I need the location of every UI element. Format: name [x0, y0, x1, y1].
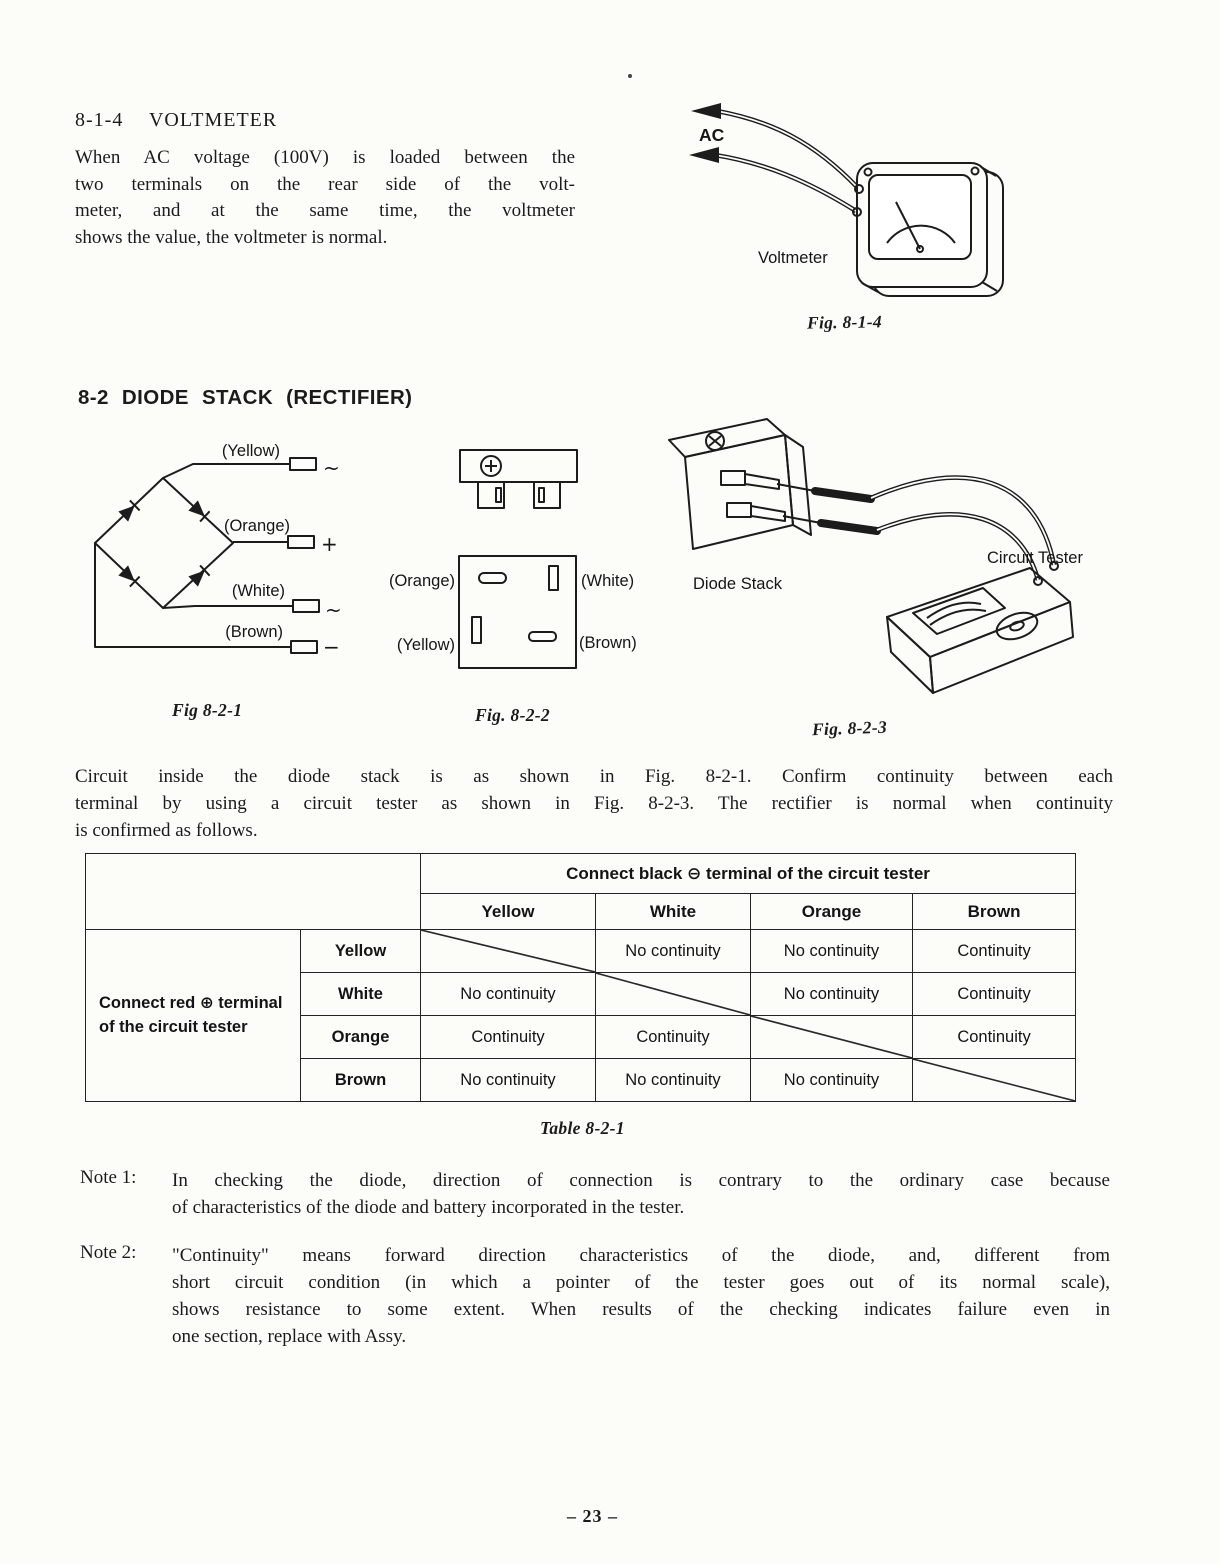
- table-cell: Continuity: [913, 973, 1076, 1016]
- figure-caption: Fig. 8-2-3: [811, 716, 888, 740]
- text-line: is confirmed as follows.: [75, 820, 258, 841]
- socket-face-view: [459, 556, 576, 668]
- text-line: two terminals on the rear side of the volt-: [75, 173, 575, 195]
- table-cell: No continuity: [596, 930, 751, 973]
- continuity-table-wrapper: [85, 853, 1076, 1102]
- figure-tester-setup: [665, 405, 1115, 715]
- diagonal-cell: [421, 930, 596, 973]
- text-line: In checking the diode, direction of connection is contrary to the ordinary case because: [172, 1170, 1110, 1191]
- ac-symbol: ~: [323, 456, 340, 480]
- continuity-table: [85, 853, 1076, 1102]
- terminal-label-white: (White): [231, 582, 285, 600]
- voltmeter-label: Voltmeter: [758, 249, 828, 267]
- table-cell: Continuity: [913, 1016, 1076, 1059]
- table-cell: No continuity: [421, 1059, 596, 1102]
- bridge-circuit-lines: [95, 458, 319, 653]
- diagonal-cell: [596, 973, 751, 1016]
- text-line: "Continuity" means forward direction characteristics of the diode, and, different from: [172, 1245, 1110, 1266]
- table-corner-cell: [86, 854, 421, 930]
- red-terminal-header-line2: of the circuit tester: [99, 1017, 248, 1036]
- table-cell: Continuity: [913, 930, 1076, 973]
- minus-symbol: −: [323, 635, 340, 659]
- circuit-tester-label: Circuit Tester: [987, 549, 1083, 567]
- circuit-tester-drawing: [887, 562, 1073, 693]
- voltmeter-drawing: [853, 163, 1003, 296]
- figure-voltmeter: [675, 85, 1115, 320]
- diagonal-line: [421, 930, 595, 972]
- slot-label-brown: (Brown): [579, 634, 637, 652]
- arrow-left-icon: [691, 103, 721, 119]
- diagonal-line: [751, 1016, 912, 1058]
- figure-caption: Fig. 8-2-2: [475, 705, 550, 725]
- text-line: of characteristics of the diode and battery incorporated in the tester.: [172, 1197, 685, 1218]
- note2-text: [172, 1242, 1110, 1350]
- ac-cables: [689, 103, 858, 211]
- text-line: When AC voltage (100V) is loaded between the: [75, 147, 575, 168]
- row-header-white: White: [301, 973, 421, 1016]
- plug-top-view: [460, 450, 577, 508]
- table-cell: No continuity: [751, 973, 913, 1016]
- note1-text: [172, 1167, 1110, 1221]
- diagonal-line: [913, 1059, 1075, 1101]
- note2-label: Note 2:: [80, 1242, 137, 1263]
- table-caption: Table 8-2-1: [540, 1118, 625, 1138]
- table-cell: Continuity: [421, 1016, 596, 1059]
- diagonal-line: [596, 973, 750, 1015]
- figure-caption: Fig. 8-1-4: [806, 311, 883, 333]
- table-row: [86, 930, 1076, 973]
- column-header-white: White: [596, 894, 751, 930]
- text-line: short circuit condition (in which a pointer of the tester goes out of its normal scale),: [172, 1272, 1110, 1293]
- ink-speck: [628, 74, 632, 78]
- diode-stack-drawing: [669, 419, 811, 549]
- slot-label-white: (White): [581, 572, 635, 590]
- row-header-yellow: Yellow: [301, 930, 421, 973]
- figure-caption: Fig 8-2-1: [172, 700, 243, 720]
- red-terminal-header-line1: Connect red ⊕ terminal: [99, 993, 283, 1012]
- figure-connector-faces: [378, 438, 653, 678]
- diagonal-cell: [913, 1059, 1076, 1102]
- row-header-brown: Brown: [301, 1059, 421, 1102]
- text-line: meter, and at the same time, the voltmeter: [75, 200, 575, 221]
- text-line: shows resistance to some extent. When results of the checking indicates failure even in: [172, 1299, 1110, 1320]
- table-cell: No continuity: [751, 1059, 913, 1102]
- column-header-yellow: Yellow: [421, 894, 596, 930]
- table-cell: No continuity: [751, 930, 913, 973]
- text-line: Circuit inside the diode stack is as shown in Fig. 8-2-1. Confirm continuity between each: [75, 766, 1113, 787]
- plus-symbol: +: [321, 532, 338, 556]
- terminal-label-yellow: (Yellow): [221, 442, 280, 460]
- section-heading-diode-stack: 8-2 DIODE STACK (RECTIFIER): [78, 386, 413, 409]
- slot-label-orange: (Orange): [388, 572, 455, 590]
- ac-label: AC: [699, 125, 725, 145]
- text-line: terminal by using a circuit tester as shown in Fig. 8-2-3. The rectifier is normal when continuity: [75, 793, 1113, 814]
- table-cell: No continuity: [421, 973, 596, 1016]
- terminal-label-brown: (Brown): [225, 623, 283, 641]
- figure-bridge-rectifier: [75, 428, 365, 673]
- diode-stack-paragraph: [75, 763, 1113, 844]
- red-terminal-header: [86, 930, 301, 1102]
- page-number: – 23 –: [567, 1506, 618, 1526]
- text-line: one section, replace with Assy.: [172, 1326, 407, 1347]
- diode-stack-label: Diode Stack: [693, 575, 782, 593]
- table-cell: No continuity: [596, 1059, 751, 1102]
- column-header-orange: Orange: [751, 894, 913, 930]
- ac-symbol: ~: [325, 598, 342, 622]
- row-header-orange: Orange: [301, 1016, 421, 1059]
- arrow-left-icon: [689, 147, 719, 163]
- voltmeter-paragraph: [75, 145, 575, 251]
- terminal-label-orange: (Orange): [223, 517, 290, 535]
- section-heading-voltmeter: 8-1-4 VOLTMETER: [75, 109, 278, 131]
- note1-label: Note 1:: [80, 1167, 137, 1188]
- black-terminal-header: Connect black ⊖ terminal of the circuit tester: [421, 854, 1076, 894]
- table-cell: Continuity: [596, 1016, 751, 1059]
- text-line: shows the value, the voltmeter is normal.: [75, 226, 388, 248]
- diagonal-cell: [751, 1016, 913, 1059]
- column-header-brown: Brown: [913, 894, 1076, 930]
- slot-label-yellow: (Yellow): [396, 636, 455, 654]
